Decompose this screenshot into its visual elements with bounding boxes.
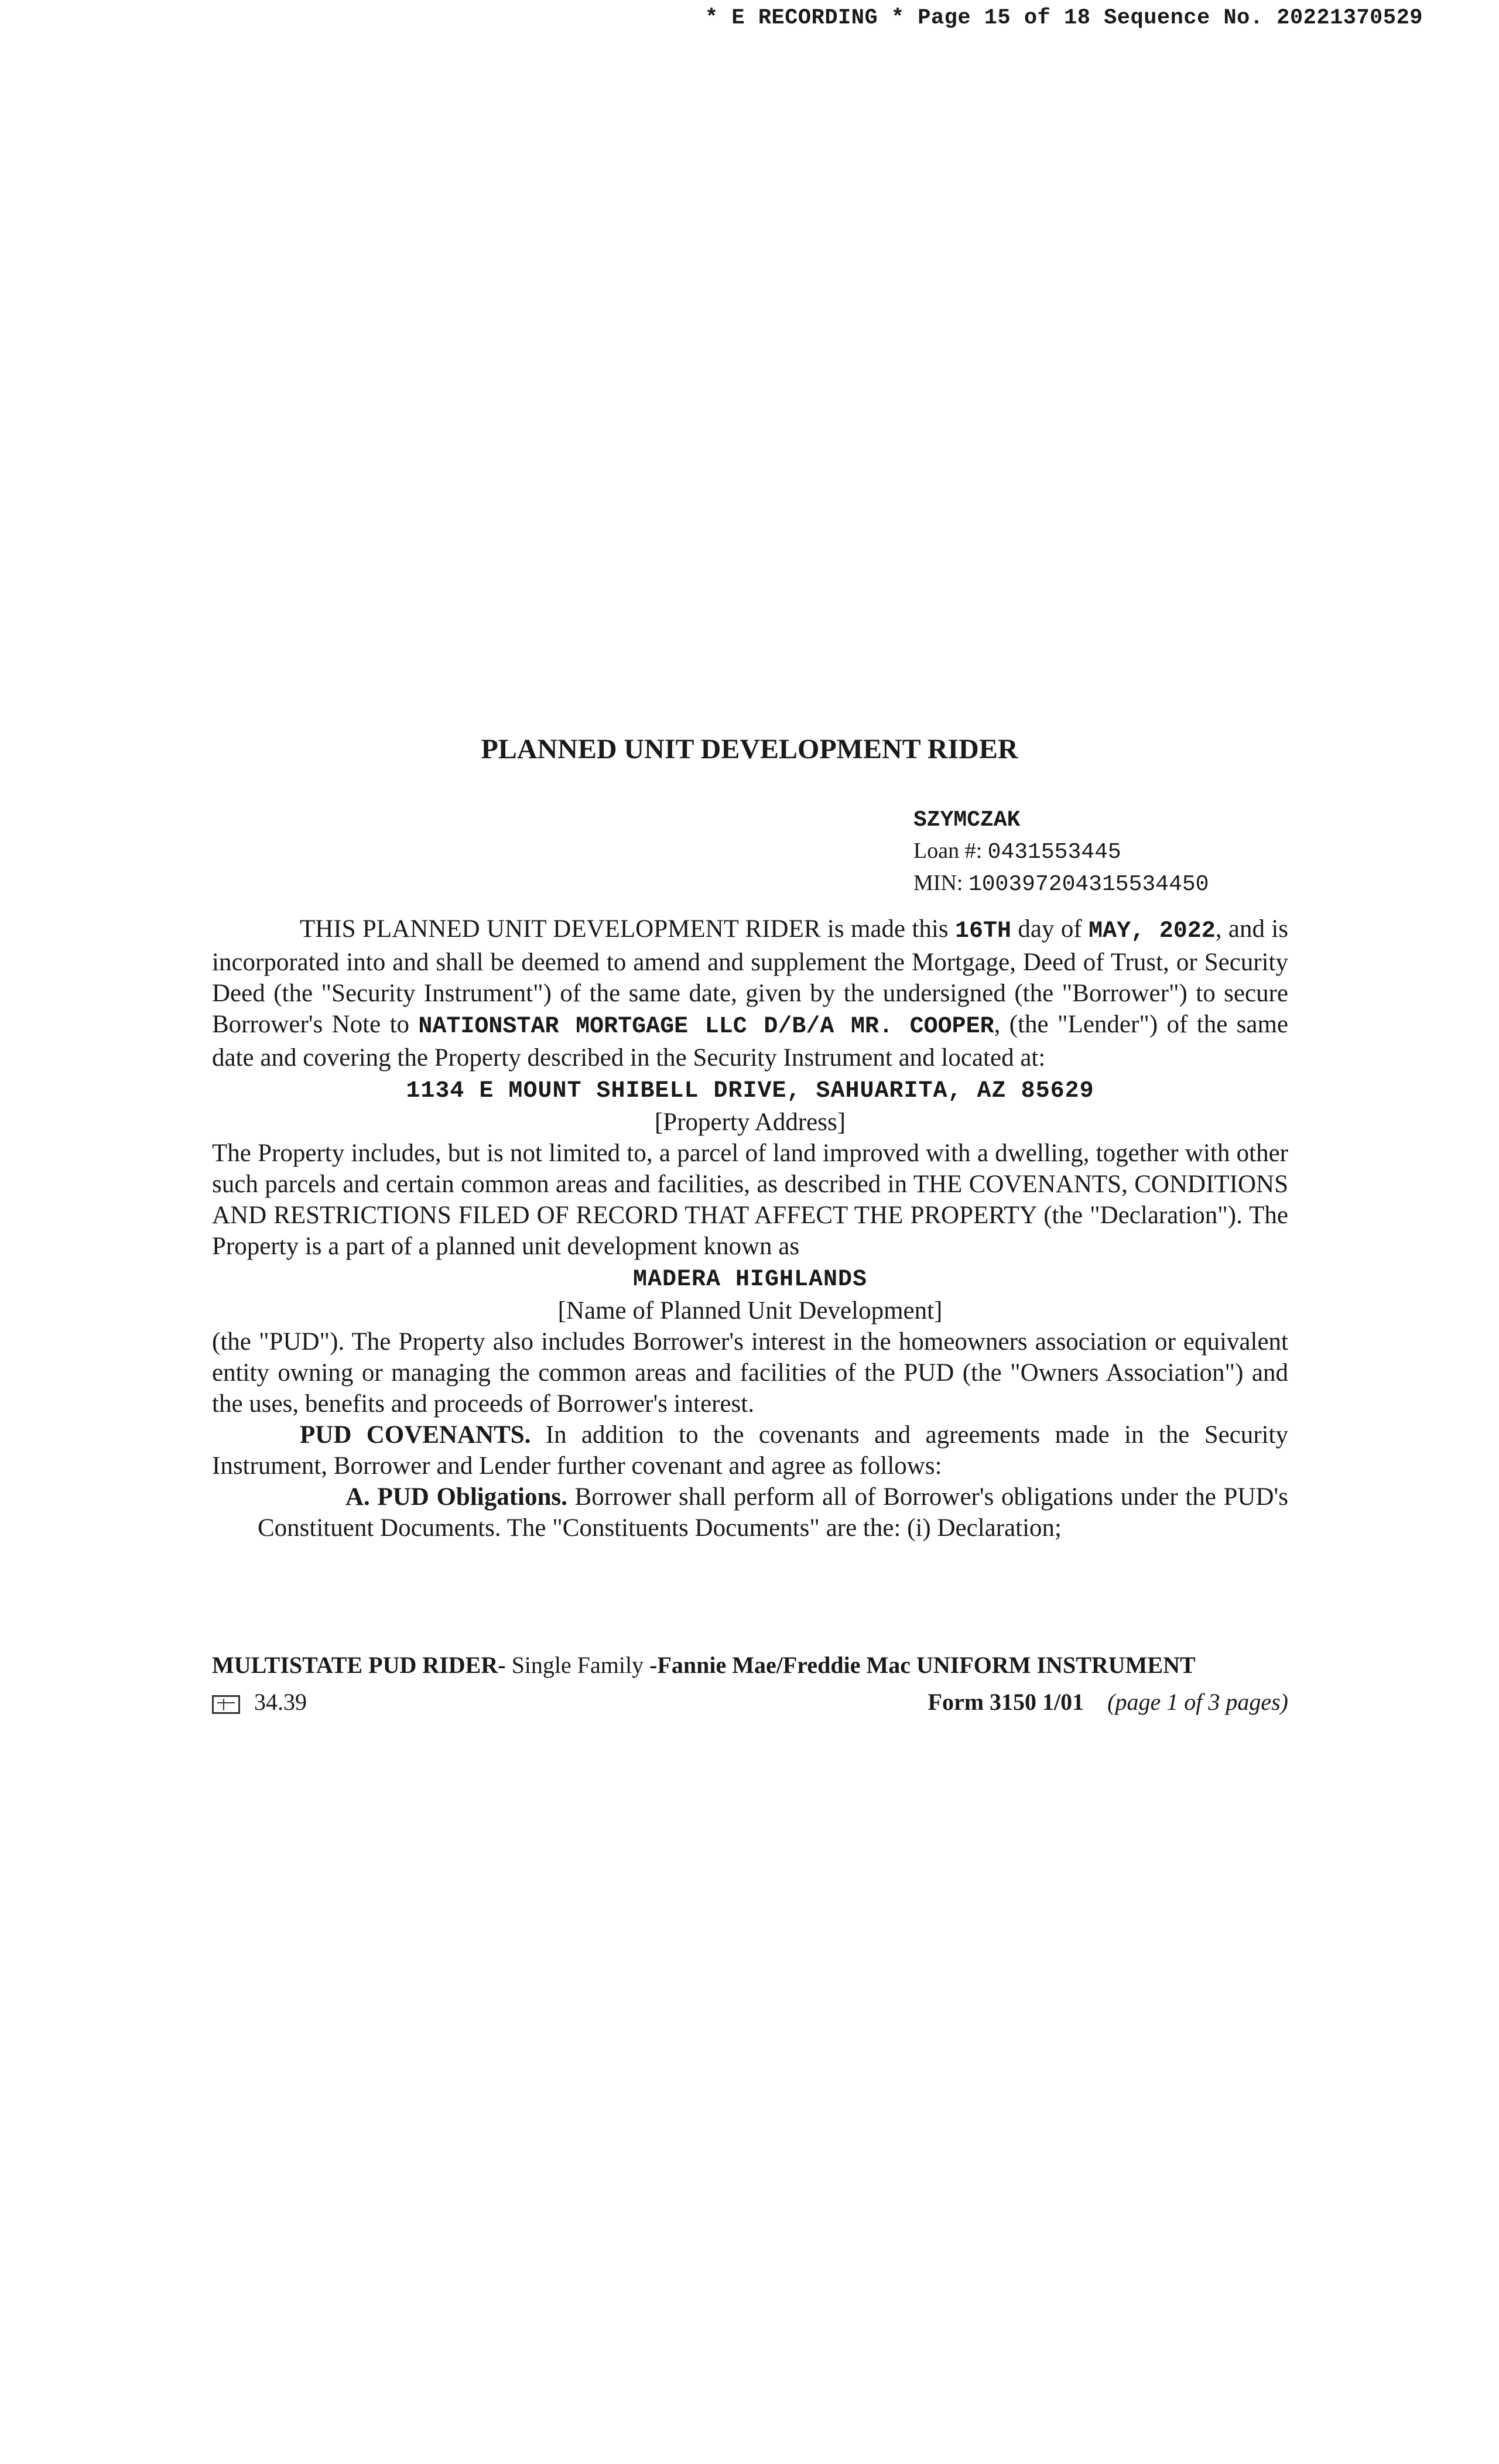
loan-number-line: [913, 836, 1209, 868]
form-title-bold-2: -Fannie Mae/Freddie Mac UNIFORM INSTRUMENT: [649, 1652, 1196, 1678]
pud-name: [212, 1262, 1288, 1295]
covenants-text: In addition to the covenants and agreements made in the Security Instrument, Borrower and Lender further covenant and agree as follows:: [212, 1421, 1288, 1480]
form-vendor-icon: [212, 1695, 240, 1714]
intro-paragraph: [212, 913, 1288, 1073]
form-number: Form 3150 1/01: [928, 1689, 1084, 1715]
form-footer: [212, 1688, 1288, 1716]
obligations-paragraph: [212, 1481, 1288, 1544]
intro-text-1: THIS PLANNED UNIT DEVELOPMENT RIDER is made this: [300, 915, 955, 943]
intro-text-3: , and is incorporated into and shall be deemed to amend and supplement the Mortgage, Deed of Trust, or Security Deed (the "Security Instrument") of the same date, given by the undersigned (the "Borrower") to secure Borrower's Note to: [212, 915, 1289, 1038]
min-line: [913, 868, 1209, 900]
form-title-plain: Single Family: [505, 1652, 650, 1678]
loan-info-block: [913, 805, 1209, 900]
pud-name-value: MADERA HIGHLANDS: [632, 1267, 868, 1293]
rider-month-year: MAY, 2022: [1089, 918, 1216, 944]
intro-text-4: , (the "Lender") of the same date and covering the Property described in the Security Instrument and located at:: [212, 1011, 1289, 1072]
intro-text-2: day of: [1011, 915, 1089, 943]
document-title: PLANNED UNIT DEVELOPMENT RIDER: [481, 734, 1018, 765]
property-address-caption: [Property Address]: [654, 1108, 846, 1136]
page-info: (page 1 of 3 pages): [1107, 1689, 1288, 1715]
obligations-text: Borrower shall perform all of Borrower's obligations under the PUD's Constituent Documents. The "Constituents Documents" are the: (i) Declaration;: [258, 1483, 1288, 1542]
property-address: [212, 1073, 1288, 1107]
rider-body: [212, 913, 1288, 1544]
obligations-heading: A. PUD Obligations.: [345, 1483, 567, 1511]
loan-label: Loan #:: [913, 839, 983, 863]
borrower-name: SZYMCZAK: [913, 807, 1021, 833]
min-label: MIN:: [913, 871, 963, 895]
recording-stamp: * E RECORDING * Page 15 of 18 Sequence No. 20221370529: [705, 6, 1423, 30]
form-title-bold: MULTISTATE PUD RIDER-: [212, 1652, 506, 1678]
loan-number: 0431553445: [987, 840, 1121, 865]
property-address-value: 1134 E MOUNT SHIBELL DRIVE, SAHUARITA, AZ 85629: [406, 1078, 1094, 1104]
pud-name-caption: [Name of Planned Unit Development]: [557, 1297, 943, 1325]
min-number: 100397204315534450: [968, 872, 1209, 897]
lender-name: NATIONSTAR MORTGAGE LLC D/B/A MR. COOPER: [418, 1014, 994, 1040]
form-code: 34.39: [254, 1689, 307, 1715]
pud-definition-paragraph: (the "PUD"). The Property also includes Borrower's interest in the homeowners association or equivalent entity owning or managing the common areas and facilities of the PUD (the "Owners Association") and the uses, benefits and proceeds of Borrower's interest.: [212, 1328, 1288, 1418]
property-description-paragraph: The Property includes, but is not limited to, a parcel of land improved with a dwelling, together with other such parcels and certain common areas and facilities, as described in THE COVENANTS, CONDITIONS AND RESTRICTIONS FILED OF RECORD THAT AFFECT THE PROPERTY (the "Declaration"). The Property is a part of a planned unit development known as: [212, 1139, 1288, 1260]
form-title: [212, 1651, 1196, 1679]
covenants-paragraph: [212, 1419, 1288, 1481]
rider-day: 16TH: [955, 918, 1012, 944]
form-number-block: [928, 1688, 1288, 1716]
covenants-heading: PUD COVENANTS.: [300, 1421, 531, 1449]
